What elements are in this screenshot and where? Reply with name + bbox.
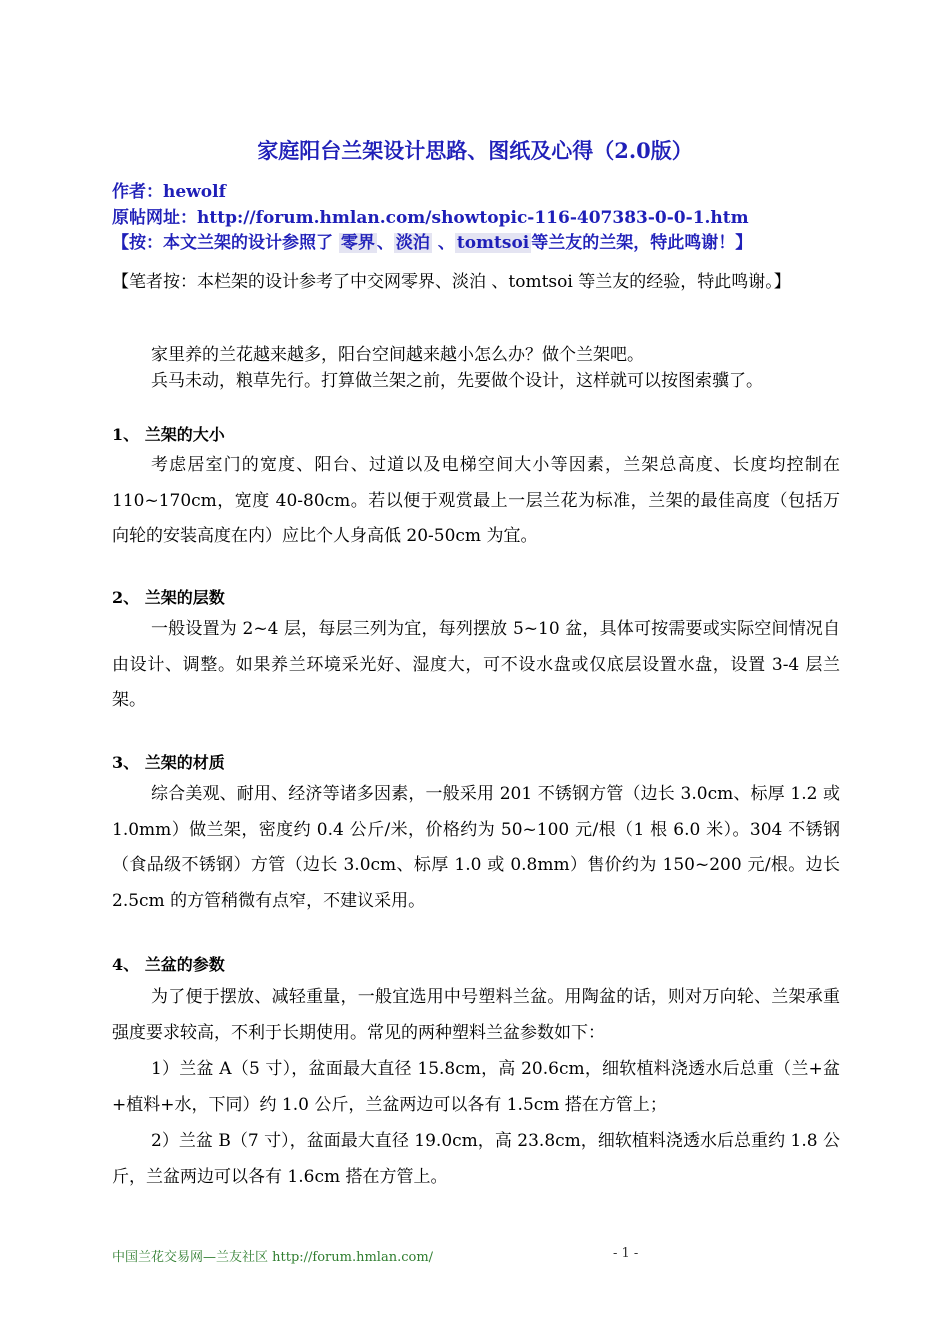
section-paragraph: 综合美观、耐用、经济等诸多因素，一般采用 201 不锈钢方管（边长 3.0cm、标厚 1.2 或 1.0mm）做兰架，密度约 0.4 公斤/米，价格约为 50~100 元/根（1 根 6.0 米）。304 不锈钢（食品级不锈钢）方管（边长 3.0cm、标厚 1.0 或 0.8mm）售价约为 150~200 元/根。边长 2.5cm 的方管稍微有点窄，不建议采用。 <box>112 784 840 911</box>
source-url-line <box>112 203 749 228</box>
section-paragraph: 2）兰盆 B（7 寸），盆面最大直径 19.0cm，高 23.8cm，细软植料浇透水后总重约 1.8 公斤，兰盆两边可以各有 1.6cm 搭在方管上。 <box>112 1131 840 1187</box>
ack-name-tomtsoi: tomtsoi <box>456 233 530 253</box>
section-paragraph: 一般设置为 2~4 层，每层三列为宜，每列摆放 5~10 盆，具体可按需要或实际空间情况自由设计、调整。如果养兰环境采光好、湿度大，可不设水盘或仅底层设置水盘，设置 3-4 层兰架。 <box>112 619 840 710</box>
author-label: 作者： <box>112 182 163 202</box>
url-label: 原帖网址： <box>112 208 197 228</box>
section-heading: 4、 兰盆的参数 <box>112 955 225 974</box>
intro-line: 家里养的兰花越来越多，阳台空间越来越小怎么办？做个兰架吧。 <box>151 345 644 365</box>
ack-separator: 、 <box>431 233 455 253</box>
source-url-link[interactable]: http://forum.hmlan.com/showtopic-116-407383-0-0-1.htm <box>197 208 749 228</box>
section-heading: 1、 兰架的大小 <box>112 425 225 444</box>
section-paragraph: 考虑居室门的宽度、阳台、过道以及电梯空间大小等因素，兰架总高度、长度均控制在 110~170cm，宽度 40-80cm。若以便于观赏最上一层兰花为标准，兰架的最佳高度（包括万向轮的安装高度在内）应比个人身高低 20-50cm 为宜。 <box>112 455 840 546</box>
author-line <box>112 177 226 202</box>
page-number: - 1 - <box>613 1246 639 1261</box>
author-note: 【笔者按：本栏架的设计参考了中交网零界、淡泊 、tomtsoi 等兰友的经验，特此鸣谢。】 <box>112 272 791 292</box>
ack-name-lingjie: 零界 <box>340 233 375 253</box>
acknowledgement-line <box>112 228 752 253</box>
section-paragraph: 为了便于摆放、减轻重量，一般宜选用中号塑料兰盆。用陶盆的话，则对万向轮、兰架承重强度要求较高，不利于长期使用。常见的两种塑料兰盆参数如下： <box>112 987 840 1043</box>
document-title: 家庭阳台兰架设计思路、图纸及心得（2.0版） <box>257 138 693 163</box>
ack-prefix: 【按：本文兰架的设计参照了 <box>112 233 339 253</box>
ack-suffix: 等兰友的兰架，特此鸣谢！】 <box>531 233 753 253</box>
footer-site: 中国兰花交易网—兰友社区 http://forum.hmlan.com/ <box>112 1250 434 1265</box>
ack-name-danbo: 淡泊 <box>395 233 430 253</box>
author-name: hewolf <box>163 182 226 202</box>
section-heading: 2、 兰架的层数 <box>112 588 225 607</box>
intro-line: 兵马未动，粮草先行。打算做兰架之前，先要做个设计，这样就可以按图索骥了。 <box>151 371 763 391</box>
section-heading: 3、 兰架的材质 <box>112 753 225 772</box>
section-paragraph: 1）兰盆 A（5 寸），盆面最大直径 15.8cm，高 20.6cm，细软植料浇透水后总重（兰+盆+植料+水，下同）约 1.0 公斤，兰盆两边可以各有 1.5cm 搭在方管上； <box>112 1059 840 1115</box>
ack-separator: 、 <box>376 233 394 253</box>
